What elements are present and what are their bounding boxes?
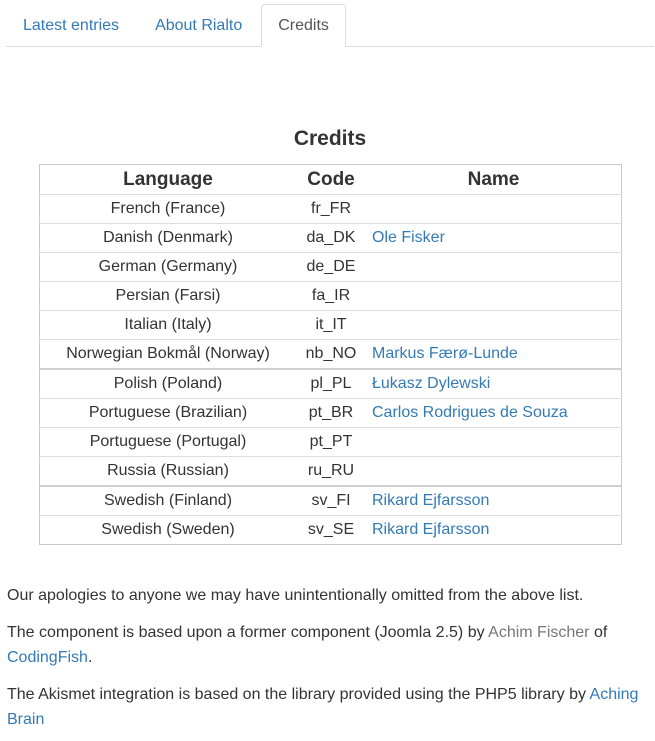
name-cell xyxy=(366,340,622,370)
name-cell xyxy=(366,195,622,224)
table-row xyxy=(40,340,622,370)
name-cell xyxy=(366,516,622,545)
name-cell xyxy=(366,311,622,340)
language-cell: French (France) xyxy=(40,195,297,224)
credits-heading: Credits xyxy=(293,127,367,150)
table-row xyxy=(40,486,622,516)
code-cell: pt_PT xyxy=(296,428,366,457)
credits-table xyxy=(39,164,622,545)
name-cell xyxy=(366,486,622,516)
language-header: Language xyxy=(123,168,213,190)
tab-credits[interactable]: Credits xyxy=(261,4,346,47)
language-cell: Italian (Italy) xyxy=(40,311,297,340)
table-row xyxy=(40,282,622,311)
name-cell xyxy=(366,457,622,487)
apology-text: Our apologies to anyone we may have unintentionally omitted from the above list. xyxy=(7,587,584,604)
code-cell: da_DK xyxy=(296,224,366,253)
code-cell: fa_IR xyxy=(296,282,366,311)
table-row xyxy=(40,457,622,487)
code-cell: ru_RU xyxy=(296,457,366,487)
code-cell: it_IT xyxy=(296,311,366,340)
name-cell xyxy=(366,399,622,428)
translator-link[interactable]: Markus Færø-Lunde xyxy=(372,345,518,362)
table-row xyxy=(40,369,622,399)
author-link[interactable]: Achim Fischer xyxy=(488,624,590,641)
akismet-note xyxy=(7,682,647,732)
tab-latest-entries[interactable]: Latest entries xyxy=(23,17,120,34)
name-header: Name xyxy=(467,168,520,190)
translator-link[interactable]: Ole Fisker xyxy=(372,229,445,246)
name-cell xyxy=(366,369,622,399)
translator-link[interactable]: Rikard Ejfarsson xyxy=(372,521,490,538)
language-cell: Norwegian Bokmål (Norway) xyxy=(40,340,297,370)
table-row xyxy=(40,399,622,428)
code-cell: pl_PL xyxy=(296,369,366,399)
language-cell: Portuguese (Portugal) xyxy=(40,428,297,457)
component-note-after: . xyxy=(87,649,93,666)
code-cell: sv_SE xyxy=(296,516,366,545)
code-cell: nb_NO xyxy=(296,340,366,370)
aching-brain-link[interactable]: Aching Brain xyxy=(7,686,639,728)
translator-link[interactable]: Łukasz Dylewski xyxy=(372,375,491,392)
translator-link[interactable]: Rikard Ejfarsson xyxy=(372,492,490,509)
table-header-row xyxy=(40,165,622,195)
table-row xyxy=(40,516,622,545)
table-row xyxy=(40,311,622,340)
component-note xyxy=(7,620,647,670)
code-header: Code xyxy=(307,168,355,190)
table-row xyxy=(40,224,622,253)
language-cell: Swedish (Finland) xyxy=(40,486,297,516)
name-cell xyxy=(366,224,622,253)
table-row xyxy=(40,253,622,282)
language-cell: Portuguese (Brazilian) xyxy=(40,399,297,428)
codingfish-link[interactable]: CodingFish xyxy=(7,649,88,666)
code-cell: pt_BR xyxy=(296,399,366,428)
akismet-note-text: The Akismet integration is based on the library provided using the PHP5 library by xyxy=(7,686,590,703)
table-row xyxy=(40,195,622,224)
language-cell: Polish (Poland) xyxy=(40,369,297,399)
code-cell: de_DE xyxy=(296,253,366,282)
tab-bar xyxy=(6,4,654,47)
translator-link[interactable]: Carlos Rodrigues de Souza xyxy=(372,404,568,421)
code-cell: sv_FI xyxy=(296,486,366,516)
language-cell: Persian (Farsi) xyxy=(40,282,297,311)
component-note-before: The component is based upon a former component (Joomla 2.5) by xyxy=(7,624,489,641)
language-cell: Danish (Denmark) xyxy=(40,224,297,253)
code-cell: fr_FR xyxy=(296,195,366,224)
name-cell xyxy=(366,253,622,282)
component-note-middle: of xyxy=(589,624,608,641)
name-cell xyxy=(366,428,622,457)
tab-about-rialto[interactable]: About Rialto xyxy=(155,17,243,34)
language-cell: German (Germany) xyxy=(40,253,297,282)
language-cell: Russia (Russian) xyxy=(40,457,297,487)
table-row xyxy=(40,428,622,457)
name-cell xyxy=(366,282,622,311)
language-cell: Swedish (Sweden) xyxy=(40,516,297,545)
